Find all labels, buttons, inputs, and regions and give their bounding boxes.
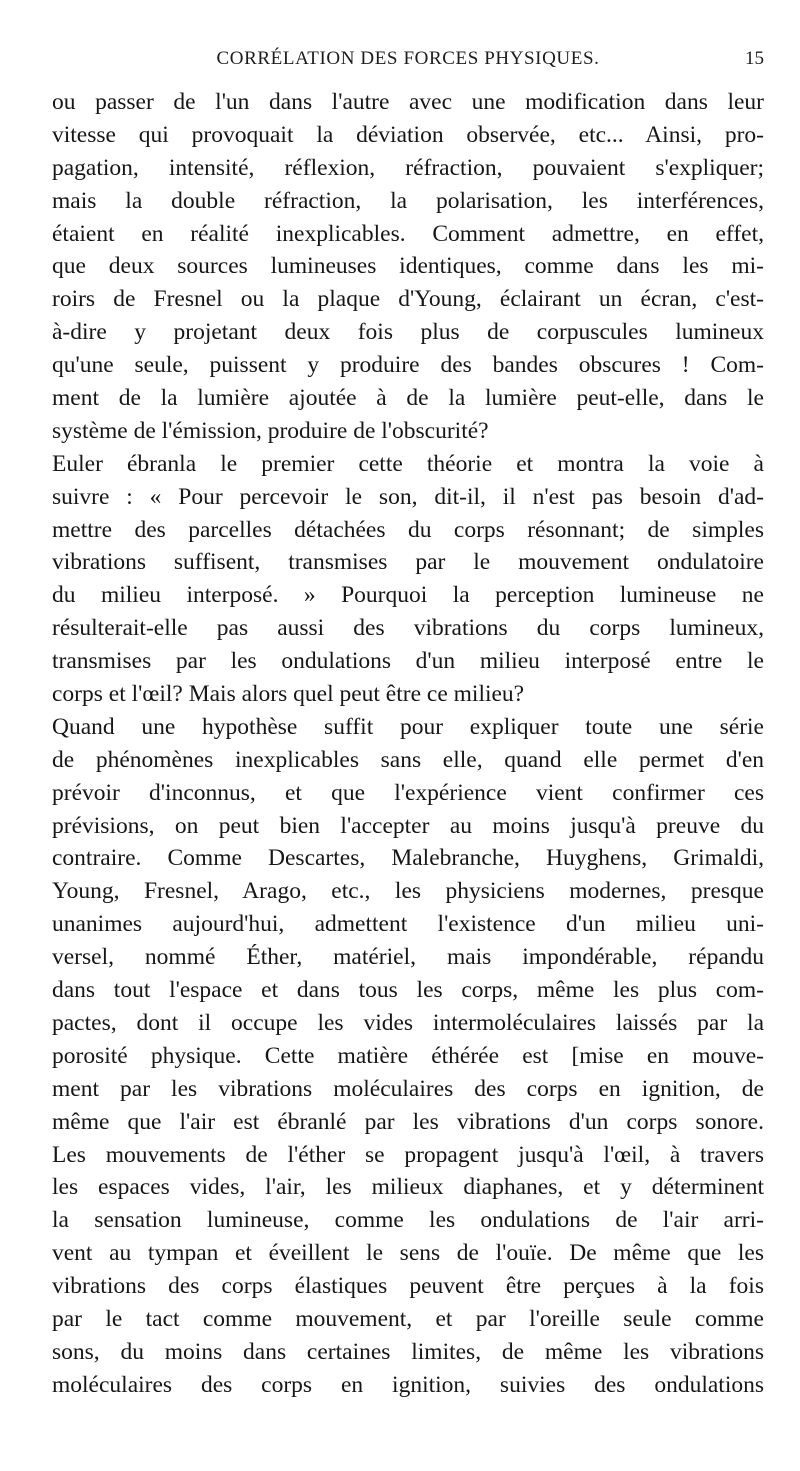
text-line: même que l'air est ébranlé par les vibrations d'un corps sonore. [52,1108,764,1135]
text-line: mettre des parcelles détachées du corps résonnant; de simples [52,516,764,543]
text-line: que deux sources lumineuses identiques, comme dans les mi- [52,253,764,280]
text-line: prévoir d'inconnus, et que l'expérience vient confirmer ces [52,779,764,806]
page-header [52,48,764,78]
text-line: par le tact comme mouvement, et par l'oreille seule comme [52,1305,764,1332]
text-line: contraire. Comme Descartes, Malebranche, Huyghens, Grimaldi, [52,845,764,872]
text-line: vitesse qui provoquait la déviation observée, etc... Ainsi, pro- [52,121,764,148]
text-line: ou passer de l'un dans l'autre avec une modification dans leur [52,89,764,115]
text-line: corps et l'œil? Mais alors quel peut être ce milieu? [52,681,525,708]
page-number: 15 [745,48,764,69]
text-line: Young, Fresnel, Arago, etc., les physiciens modernes, presque [52,878,764,905]
text-line: moléculaires des corps en ignition, suivies des ondulations [52,1371,764,1398]
text-line: dans tout l'espace et dans tous les corps, même les plus com- [52,977,764,1004]
text-line: Quand une hypothèse suffit pour expliquer toute une série [52,713,764,740]
text-line: de phénomènes inexplicables sans elle, quand elle permet d'en [52,746,764,773]
text-line: vent au tympan et éveillent le sens de l'ouïe. De même que les [52,1240,764,1267]
text-line: unanimes aujourd'hui, admettent l'existence d'un milieu uni- [52,911,764,938]
running-title: CORRÉLATION DES FORCES PHYSIQUES. [216,48,600,69]
text-line: transmises par les ondulations d'un milieu interposé entre le [52,648,764,675]
text-line: vibrations suffisent, transmises par le mouvement ondulatoire [52,549,764,576]
text-line: étaient en réalité inexplicables. Comment admettre, en effet, [52,220,764,247]
text-line: porosité physique. Cette matière éthérée est [mise en mouve- [52,1042,764,1069]
text-line: versel, nommé Éther, matériel, mais impondérable, répandu [52,944,764,971]
text-line: mais la double réfraction, la polarisation, les interférences, [52,187,764,214]
text-line: qu'une seule, puissent y produire des bandes obscures ! Com- [52,352,764,379]
text-line: système de l'émission, produire de l'obscurité? [52,417,489,444]
text-line: la sensation lumineuse, comme les ondulations de l'air arri- [52,1207,764,1234]
text-line: ment par les vibrations moléculaires des corps en ignition, de [52,1075,764,1102]
body-text [52,86,764,1402]
text-line: pagation, intensité, réflexion, réfraction, pouvaient s'expliquer; [52,154,764,181]
text-line: vibrations des corps élastiques peuvent être perçues à la fois [52,1273,764,1300]
text-line: à-dire y projetant deux fois plus de corpuscules lumineux [52,319,764,346]
text-line: les espaces vides, l'air, les milieux diaphanes, et y déterminent [52,1174,764,1201]
text-line: du milieu interposé. » Pourquoi la perception lumineuse ne [52,582,764,609]
text-line: ment de la lumière ajoutée à de la lumière peut-elle, dans le [52,385,764,412]
text-line: Euler ébranla le premier cette théorie et montra la voie à [52,450,764,477]
text-line: pactes, dont il occupe les vides intermoléculaires laissés par la [52,1009,764,1036]
text-line: roirs de Fresnel ou la plaque d'Young, éclairant un écran, c'est- [52,286,764,313]
text-line: résulterait-elle pas aussi des vibrations du corps lumineux, [52,615,764,642]
text-line: sons, du moins dans certaines limites, de même les vibrations [52,1338,764,1365]
text-line: Les mouvements de l'éther se propagent jusqu'à l'œil, à travers [52,1141,764,1168]
text-line: prévisions, on peut bien l'accepter au moins jusqu'à preuve du [52,812,764,839]
text-line: suivre : « Pour percevoir le son, dit-il, il n'est pas besoin d'ad- [52,483,764,510]
